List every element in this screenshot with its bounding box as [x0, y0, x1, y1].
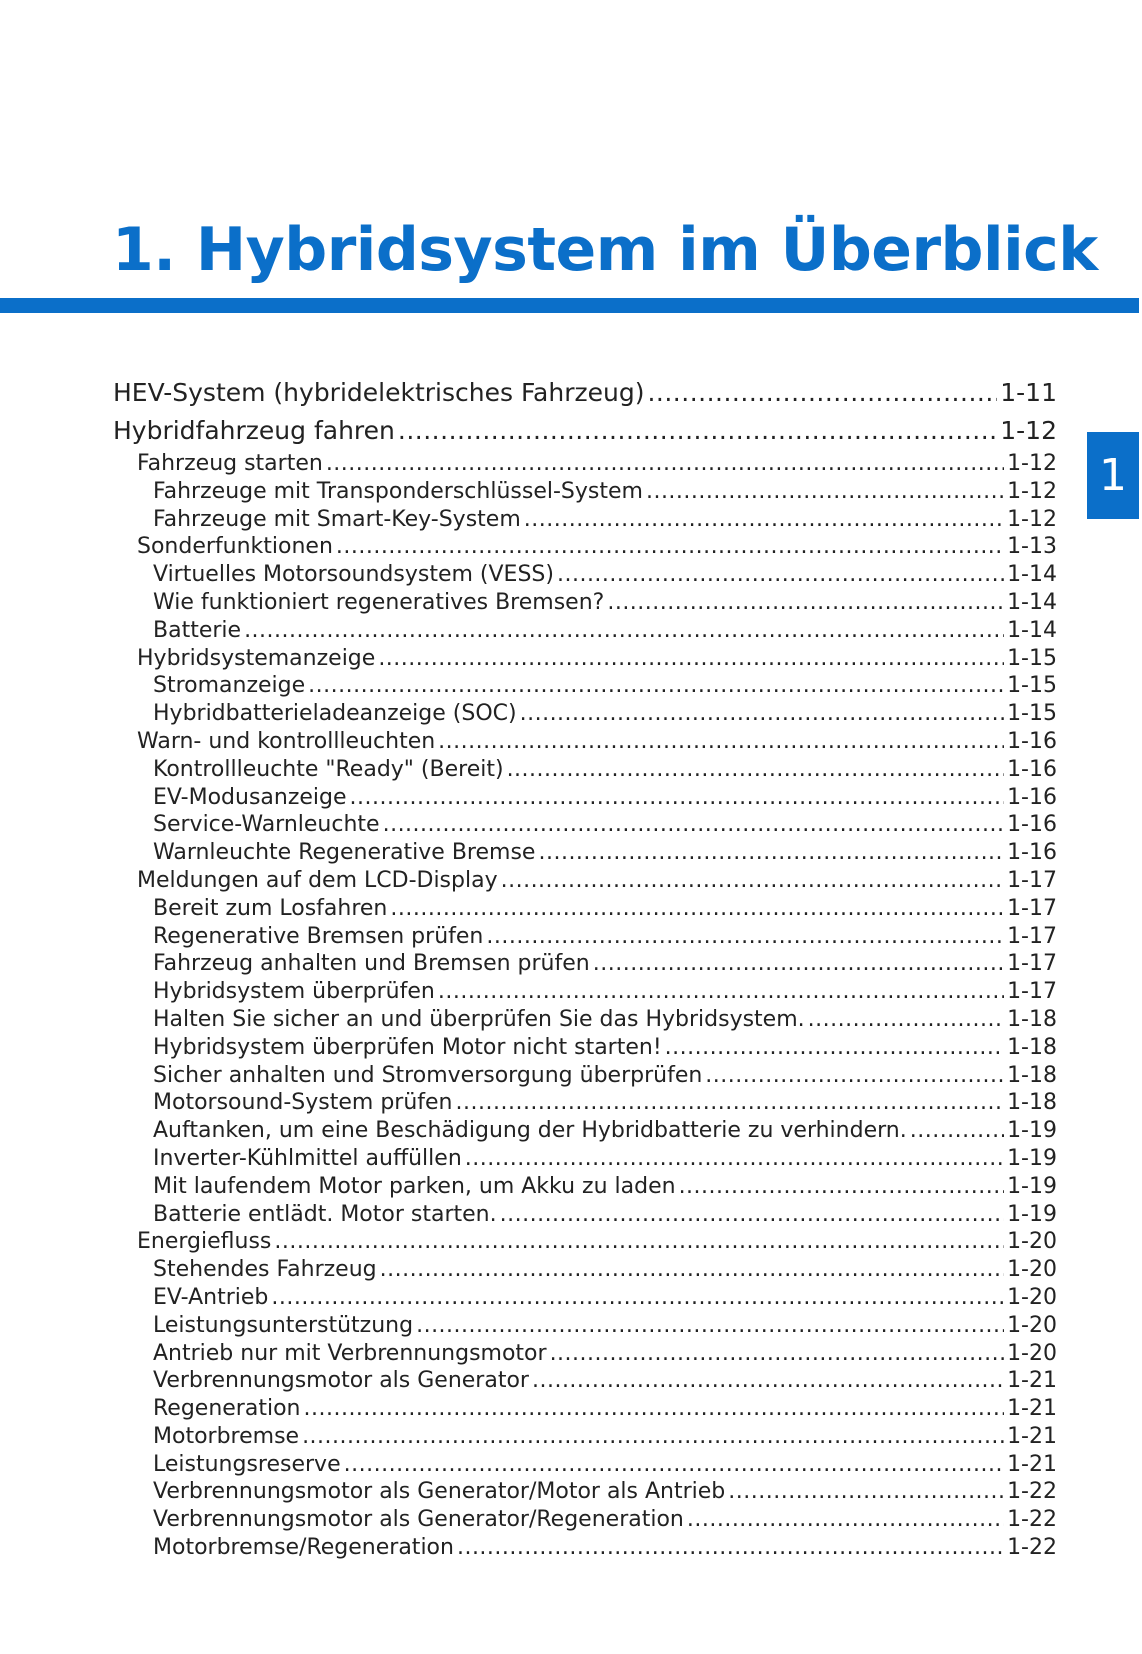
toc-entry[interactable]	[113, 1201, 1057, 1229]
toc-leader-dots	[647, 374, 997, 412]
toc-entry-page: 1-21	[1007, 1368, 1057, 1394]
toc-entry-label: Hybridbatterieladeanzeige (SOC)	[153, 701, 517, 727]
toc-entry[interactable]	[113, 1395, 1057, 1423]
toc-entry-page: 1-17	[1007, 951, 1057, 977]
toc-entry-page: 1-20	[1007, 1229, 1057, 1255]
toc-leader-dots	[507, 756, 1005, 784]
toc-entry-page: 1-12	[1007, 451, 1057, 476]
toc-entry[interactable]	[113, 1173, 1057, 1201]
toc-entry-label: Stehendes Fahrzeug	[153, 1257, 377, 1283]
toc-entry-page: 1-14	[1007, 617, 1057, 643]
toc-entry-page: 1-20	[1007, 1257, 1057, 1283]
toc-entry-page: 1-22	[1007, 1507, 1057, 1533]
toc-entry-label: Auftanken, um eine Beschädigung der Hybridbatterie zu verhindern.	[153, 1118, 907, 1144]
toc-entry[interactable]	[113, 1423, 1057, 1451]
toc-entry-label: Batterie entlädt. Motor starten.	[153, 1201, 497, 1227]
toc-entry[interactable]	[113, 950, 1057, 978]
toc-leader-dots	[344, 1451, 1004, 1479]
toc-entry-label: Verbrennungsmotor als Generator/Motor als Antrieb	[153, 1479, 726, 1505]
toc-leader-dots	[398, 412, 997, 450]
toc-entry-label: Regenerative Bremsen prüfen	[153, 923, 484, 949]
toc-entry[interactable]	[113, 1534, 1057, 1562]
toc-entry-label: Motorbremse/Regeneration	[153, 1535, 454, 1561]
toc-entry[interactable]	[113, 1062, 1057, 1090]
toc-entry[interactable]	[113, 1506, 1057, 1534]
toc-entry[interactable]	[113, 756, 1057, 784]
toc-entry-label: HEV-System (hybridelektrisches Fahrzeug)	[113, 378, 645, 407]
toc-leader-dots	[728, 1478, 1004, 1506]
toc-leader-dots	[557, 561, 1004, 589]
toc-entry-page: 1-12	[1007, 506, 1057, 532]
toc-leader-dots	[350, 784, 1005, 812]
toc-entry[interactable]	[113, 1340, 1057, 1368]
toc-entry-label: Hybridfahrzeug fahren	[113, 416, 395, 445]
toc-entry-page: 1-19	[1007, 1145, 1057, 1171]
toc-entry-label: Meldungen auf dem LCD-Display	[137, 867, 498, 893]
toc-leader-dots	[687, 1506, 1004, 1534]
toc-leader-dots	[302, 1423, 1004, 1451]
toc-entry-label: Leistungsreserve	[153, 1451, 341, 1477]
toc-entry-page: 1-20	[1007, 1340, 1057, 1366]
toc-leader-dots	[383, 811, 1004, 839]
toc-entry[interactable]	[113, 412, 1057, 450]
toc-leader-dots	[271, 1284, 1004, 1312]
toc-leader-dots	[520, 700, 1004, 728]
toc-leader-dots	[501, 867, 1004, 895]
toc-entry[interactable]	[113, 1006, 1057, 1034]
toc-entry[interactable]	[113, 672, 1057, 700]
toc-entry-label: Warn- und kontrollleuchten	[137, 728, 436, 754]
toc-leader-dots	[538, 839, 1004, 867]
toc-entry[interactable]	[113, 589, 1057, 617]
toc-leader-dots	[486, 923, 1004, 951]
chapter-tab[interactable]: 1	[1087, 432, 1139, 519]
toc-entry-page: 1-20	[1007, 1284, 1057, 1310]
toc-entry-label: Halten Sie sicher an und überprüfen Sie das Hybridsystem.	[153, 1006, 805, 1032]
toc-leader-dots	[308, 672, 1004, 700]
toc-entry-page: 1-17	[1007, 895, 1057, 921]
toc-leader-dots	[550, 1340, 1005, 1368]
toc-leader-dots	[390, 895, 1004, 923]
toc-entry-page: 1-18	[1007, 1090, 1057, 1116]
toc-entry-label: Virtuelles Motorsoundsystem (VESS)	[153, 562, 554, 588]
toc-entry[interactable]	[113, 811, 1057, 839]
toc-entry[interactable]	[113, 700, 1057, 728]
toc-leader-dots	[524, 506, 1004, 534]
toc-entry-page: 1-20	[1007, 1312, 1057, 1338]
toc-entry[interactable]	[113, 478, 1057, 506]
toc-entry-label: Verbrennungsmotor als Generator/Regeneration	[153, 1507, 684, 1533]
toc-entry-page: 1-12	[1000, 416, 1057, 445]
toc-entry-label: Fahrzeuge mit Transponderschlüssel-System	[153, 478, 643, 504]
toc-entry-label: Warnleuchte Regenerative Bremse	[153, 840, 536, 866]
toc-entry-page: 1-18	[1007, 1062, 1057, 1088]
toc-entry-label: Sonderfunktionen	[137, 534, 333, 560]
toc-entry-page: 1-21	[1007, 1451, 1057, 1477]
chapter-title: 1. Hybridsystem im Überblick	[112, 215, 1098, 285]
toc-entry[interactable]	[113, 617, 1057, 645]
toc-entry-label: Antrieb nur mit Verbrennungsmotor	[153, 1340, 547, 1366]
toc-leader-dots	[665, 1034, 1004, 1062]
toc-leader-dots	[532, 1367, 1004, 1395]
toc-entry-label: Motorbremse	[153, 1423, 300, 1449]
toc-leader-dots	[303, 1395, 1004, 1423]
toc-leader-dots	[416, 1312, 1004, 1340]
toc-leader-dots	[438, 728, 1004, 756]
toc-entry[interactable]	[113, 1284, 1057, 1312]
toc-leader-dots	[465, 1145, 1004, 1173]
table-of-contents	[113, 374, 1057, 1562]
toc-entry[interactable]	[113, 923, 1057, 951]
toc-entry-page: 1-21	[1007, 1423, 1057, 1449]
toc-entry-label: Inverter-Kühlmittel auffüllen	[153, 1145, 462, 1171]
toc-entry[interactable]	[113, 1117, 1057, 1145]
toc-entry-page: 1-18	[1007, 1006, 1057, 1032]
toc-entry[interactable]	[113, 978, 1057, 1006]
toc-entry-page: 1-19	[1007, 1201, 1057, 1227]
toc-leader-dots	[380, 1256, 1004, 1284]
toc-entry-label: Leistungsunterstützung	[153, 1312, 414, 1338]
toc-entry-page: 1-21	[1007, 1396, 1057, 1422]
toc-entry-label: Fahrzeuge mit Smart-Key-System	[153, 506, 521, 532]
toc-entry-page: 1-17	[1007, 867, 1057, 893]
toc-leader-dots	[457, 1534, 1004, 1562]
toc-entry-page: 1-16	[1007, 784, 1057, 810]
toc-entry-label: Stromanzeige	[153, 673, 306, 699]
toc-entry-label: Sicher anhalten und Stromversorgung überprüfen	[153, 1062, 703, 1088]
toc-entry-label: Hybridsystemanzeige	[137, 645, 376, 671]
toc-entry-label: Bereit zum Losfahren	[153, 895, 388, 921]
toc-leader-dots	[456, 1089, 1005, 1117]
toc-entry[interactable]	[113, 450, 1057, 478]
toc-leader-dots	[910, 1117, 1004, 1145]
toc-entry-page: 1-15	[1007, 645, 1057, 671]
toc-leader-dots	[808, 1006, 1004, 1034]
toc-leader-dots	[336, 533, 1004, 561]
toc-entry-page: 1-16	[1007, 756, 1057, 782]
toc-entry-page: 1-13	[1007, 534, 1057, 560]
toc-entry[interactable]	[113, 561, 1057, 589]
toc-leader-dots	[326, 450, 1004, 478]
toc-entry[interactable]	[113, 1145, 1057, 1173]
toc-entry-page: 1-19	[1007, 1118, 1057, 1144]
toc-entry[interactable]	[113, 1478, 1057, 1506]
toc-entry[interactable]	[113, 867, 1057, 895]
toc-entry-label: EV-Modusanzeige	[153, 784, 347, 810]
toc-leader-dots	[244, 617, 1004, 645]
toc-leader-dots	[646, 478, 1004, 506]
toc-leader-dots	[438, 978, 1004, 1006]
toc-entry-label: Regeneration	[153, 1396, 301, 1422]
toc-entry-page: 1-22	[1007, 1535, 1057, 1561]
toc-entry[interactable]	[113, 728, 1057, 756]
toc-entry-page: 1-18	[1007, 1034, 1057, 1060]
toc-leader-dots	[679, 1173, 1005, 1201]
toc-entry[interactable]	[113, 1089, 1057, 1117]
toc-entry-label: Service-Warnleuchte	[153, 812, 380, 838]
toc-entry-page: 1-14	[1007, 562, 1057, 588]
toc-entry[interactable]	[113, 374, 1057, 412]
toc-entry-page: 1-12	[1007, 478, 1057, 504]
toc-entry[interactable]	[113, 1034, 1057, 1062]
title-underline	[0, 298, 1139, 313]
toc-entry[interactable]	[113, 1256, 1057, 1284]
toc-entry-page: 1-11	[1000, 378, 1057, 407]
toc-leader-dots	[705, 1062, 1004, 1090]
toc-leader-dots	[607, 589, 1004, 617]
toc-entry[interactable]	[113, 1367, 1057, 1395]
toc-entry-label: Wie funktioniert regeneratives Bremsen?	[153, 589, 605, 615]
toc-entry[interactable]	[113, 1451, 1057, 1479]
toc-entry[interactable]	[113, 506, 1057, 534]
toc-entry-page: 1-22	[1007, 1479, 1057, 1505]
toc-entry-page: 1-16	[1007, 812, 1057, 838]
toc-entry[interactable]	[113, 895, 1057, 923]
toc-entry-page: 1-17	[1007, 923, 1057, 949]
toc-entry-label: Mit laufendem Motor parken, um Akku zu laden	[153, 1173, 676, 1199]
toc-leader-dots	[274, 1228, 1004, 1256]
toc-entry-label: Verbrennungsmotor als Generator	[153, 1368, 529, 1394]
toc-entry-label: Motorsound-System prüfen	[153, 1090, 453, 1116]
toc-entry[interactable]	[113, 1312, 1057, 1340]
toc-entry[interactable]	[113, 1228, 1057, 1256]
toc-entry-label: Kontrollleuchte "Ready" (Bereit)	[153, 756, 504, 782]
toc-entry-page: 1-16	[1007, 728, 1057, 754]
toc-entry-page: 1-17	[1007, 979, 1057, 1005]
toc-leader-dots	[500, 1201, 1004, 1229]
toc-entry-label: Energiefluss	[137, 1229, 272, 1255]
toc-entry-page: 1-14	[1007, 589, 1057, 615]
toc-leader-dots	[593, 950, 1004, 978]
toc-entry-page: 1-15	[1007, 673, 1057, 699]
toc-entry[interactable]	[113, 784, 1057, 812]
toc-leader-dots	[378, 645, 1004, 673]
toc-entry-page: 1-19	[1007, 1173, 1057, 1199]
toc-entry-label: Fahrzeug anhalten und Bremsen prüfen	[153, 951, 590, 977]
toc-entry-page: 1-15	[1007, 701, 1057, 727]
toc-entry[interactable]	[113, 839, 1057, 867]
toc-entry-page: 1-16	[1007, 840, 1057, 866]
toc-entry-label: Hybridsystem überprüfen	[153, 979, 435, 1005]
toc-entry-label: Hybridsystem überprüfen Motor nicht starten!	[153, 1034, 662, 1060]
toc-entry[interactable]	[113, 533, 1057, 561]
toc-entry-label: Batterie	[153, 617, 242, 643]
toc-entry[interactable]	[113, 645, 1057, 673]
toc-entry-label: EV-Antrieb	[153, 1284, 269, 1310]
toc-entry-label: Fahrzeug starten	[137, 451, 323, 476]
